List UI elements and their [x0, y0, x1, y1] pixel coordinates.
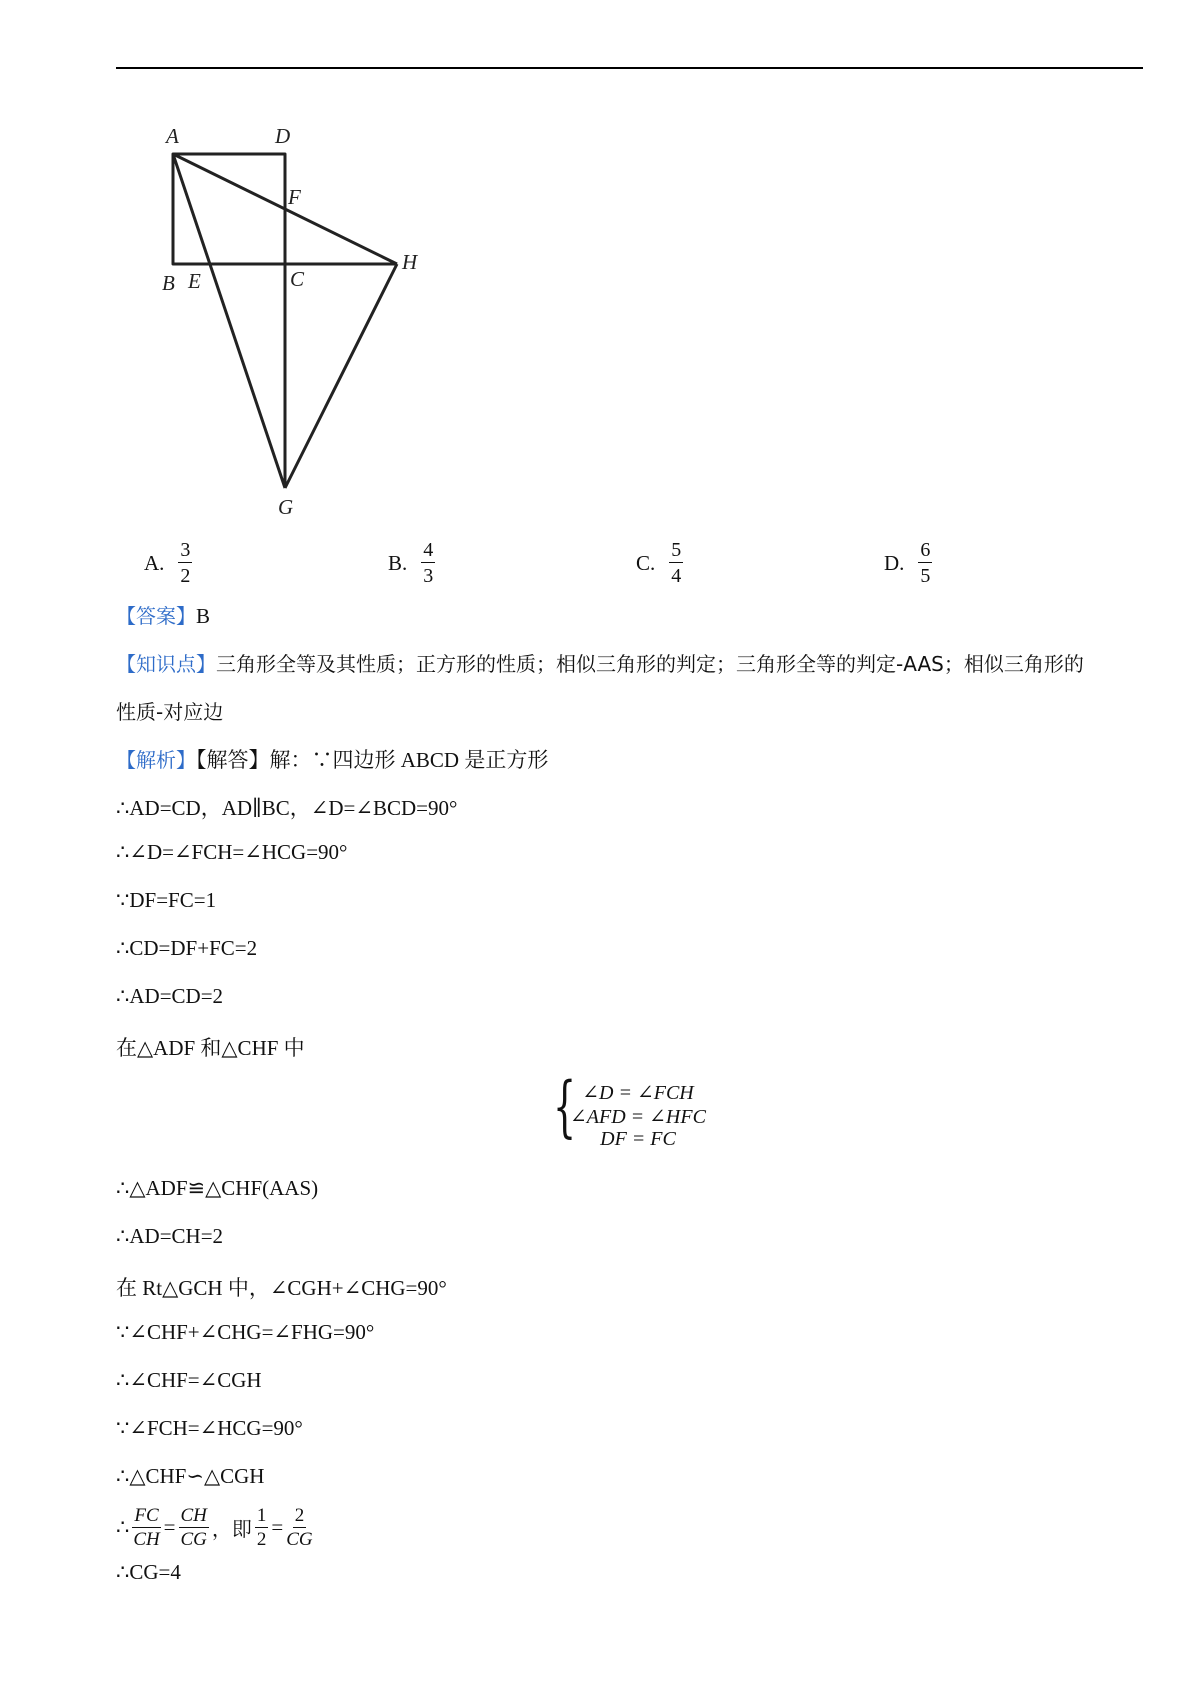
knowledge-line-1: 【知识点】三角形全等及其性质；正方形的性质；相似三角形的判定；三角形全等的判定-AAS；相似三角形的 [116, 652, 1084, 676]
system-line-3: DF = FC [600, 1128, 676, 1150]
option-b-fraction: $\frac{4}{3}$ [423, 539, 434, 587]
brace-icon: { [553, 1068, 577, 1145]
step-3: ∵DF=FC=1 [116, 888, 217, 912]
option-a: A. $\frac{3}{2}$ [144, 539, 191, 587]
segment-hg [285, 264, 397, 488]
step-4: ∴CD=DF+FC=2 [116, 936, 258, 960]
answer-tag: 【答案】 [116, 604, 196, 628]
knowledge-tag: 【知识点】 [116, 652, 216, 676]
option-c-fraction: $\frac{5}{4}$ [671, 539, 682, 587]
step-1: ∴AD=CD，AD∥BC，∠D=∠BCD=90° [116, 796, 458, 820]
segment-ag [173, 154, 285, 488]
ratio-fraction-4: $\frac{2}{CG}$ [286, 1505, 313, 1550]
ratio-fraction-3: $\frac{1}{2}$ [256, 1505, 267, 1550]
step-11: ∴∠CHF=∠CGH [116, 1368, 262, 1392]
analysis-intro: 【解析】【解答】解：∵四边形 ABCD 是正方形 [116, 748, 549, 772]
ratio-line: ∴ $\frac{FC}{CH}$ = $\frac{CH}{CG}$ ，即 $\frac{1}{2}$ = $\frac{2}{CG}$ [116, 1505, 313, 1550]
ratio-fraction-2: $\frac{CH}{CG}$ [180, 1505, 207, 1550]
step-2: ∴∠D=∠FCH=∠HCG=90° [116, 840, 348, 864]
step-6: 在△ADF 和△CHF 中 [116, 1036, 305, 1060]
option-d: D. $\frac{6}{5}$ [884, 539, 931, 587]
answer-value: B [196, 604, 211, 628]
step-12: ∵∠FCH=∠HCG=90° [116, 1416, 303, 1440]
label-f: F [288, 185, 301, 209]
label-d: D [275, 124, 291, 148]
header-rule [116, 67, 1143, 69]
step-9: 在 Rt△GCH 中，∠CGH+∠CHG=90° [116, 1276, 447, 1300]
knowledge-line-2: 性质-对应边 [116, 700, 224, 724]
answer-line [116, 600, 210, 629]
label-h: H [402, 250, 418, 274]
option-c: C. $\frac{5}{4}$ [636, 539, 682, 587]
step-8: ∴AD=CH=2 [116, 1224, 224, 1248]
system-line-1: ∠D = ∠FCH [582, 1082, 694, 1104]
analysis-tag: 【解析】 [116, 748, 196, 772]
step-7: ∴△ADF≌△CHF(AAS) [116, 1176, 319, 1200]
step-13: ∴△CHF∽△CGH [116, 1464, 265, 1488]
equation-system [553, 1068, 713, 1152]
step-5: ∴AD=CD=2 [116, 984, 224, 1008]
label-e: E [188, 269, 201, 293]
option-d-fraction: $\frac{6}{5}$ [920, 539, 931, 587]
option-a-fraction: $\frac{3}{2}$ [180, 539, 191, 587]
square-abcd [173, 154, 285, 264]
label-a: A [166, 124, 179, 148]
label-g: G [278, 495, 294, 519]
label-b: B [162, 271, 175, 295]
final-step: ∴CG=4 [116, 1560, 181, 1584]
label-c: C [290, 267, 305, 291]
option-b: B. $\frac{4}{3}$ [388, 539, 434, 587]
step-10: ∵∠CHF+∠CHG=∠FHG=90° [116, 1320, 375, 1344]
ratio-fraction-1: $\frac{FC}{CH}$ [133, 1505, 160, 1550]
system-line-2: ∠AFD = ∠HFC [570, 1106, 706, 1128]
geometry-figure [150, 118, 440, 528]
